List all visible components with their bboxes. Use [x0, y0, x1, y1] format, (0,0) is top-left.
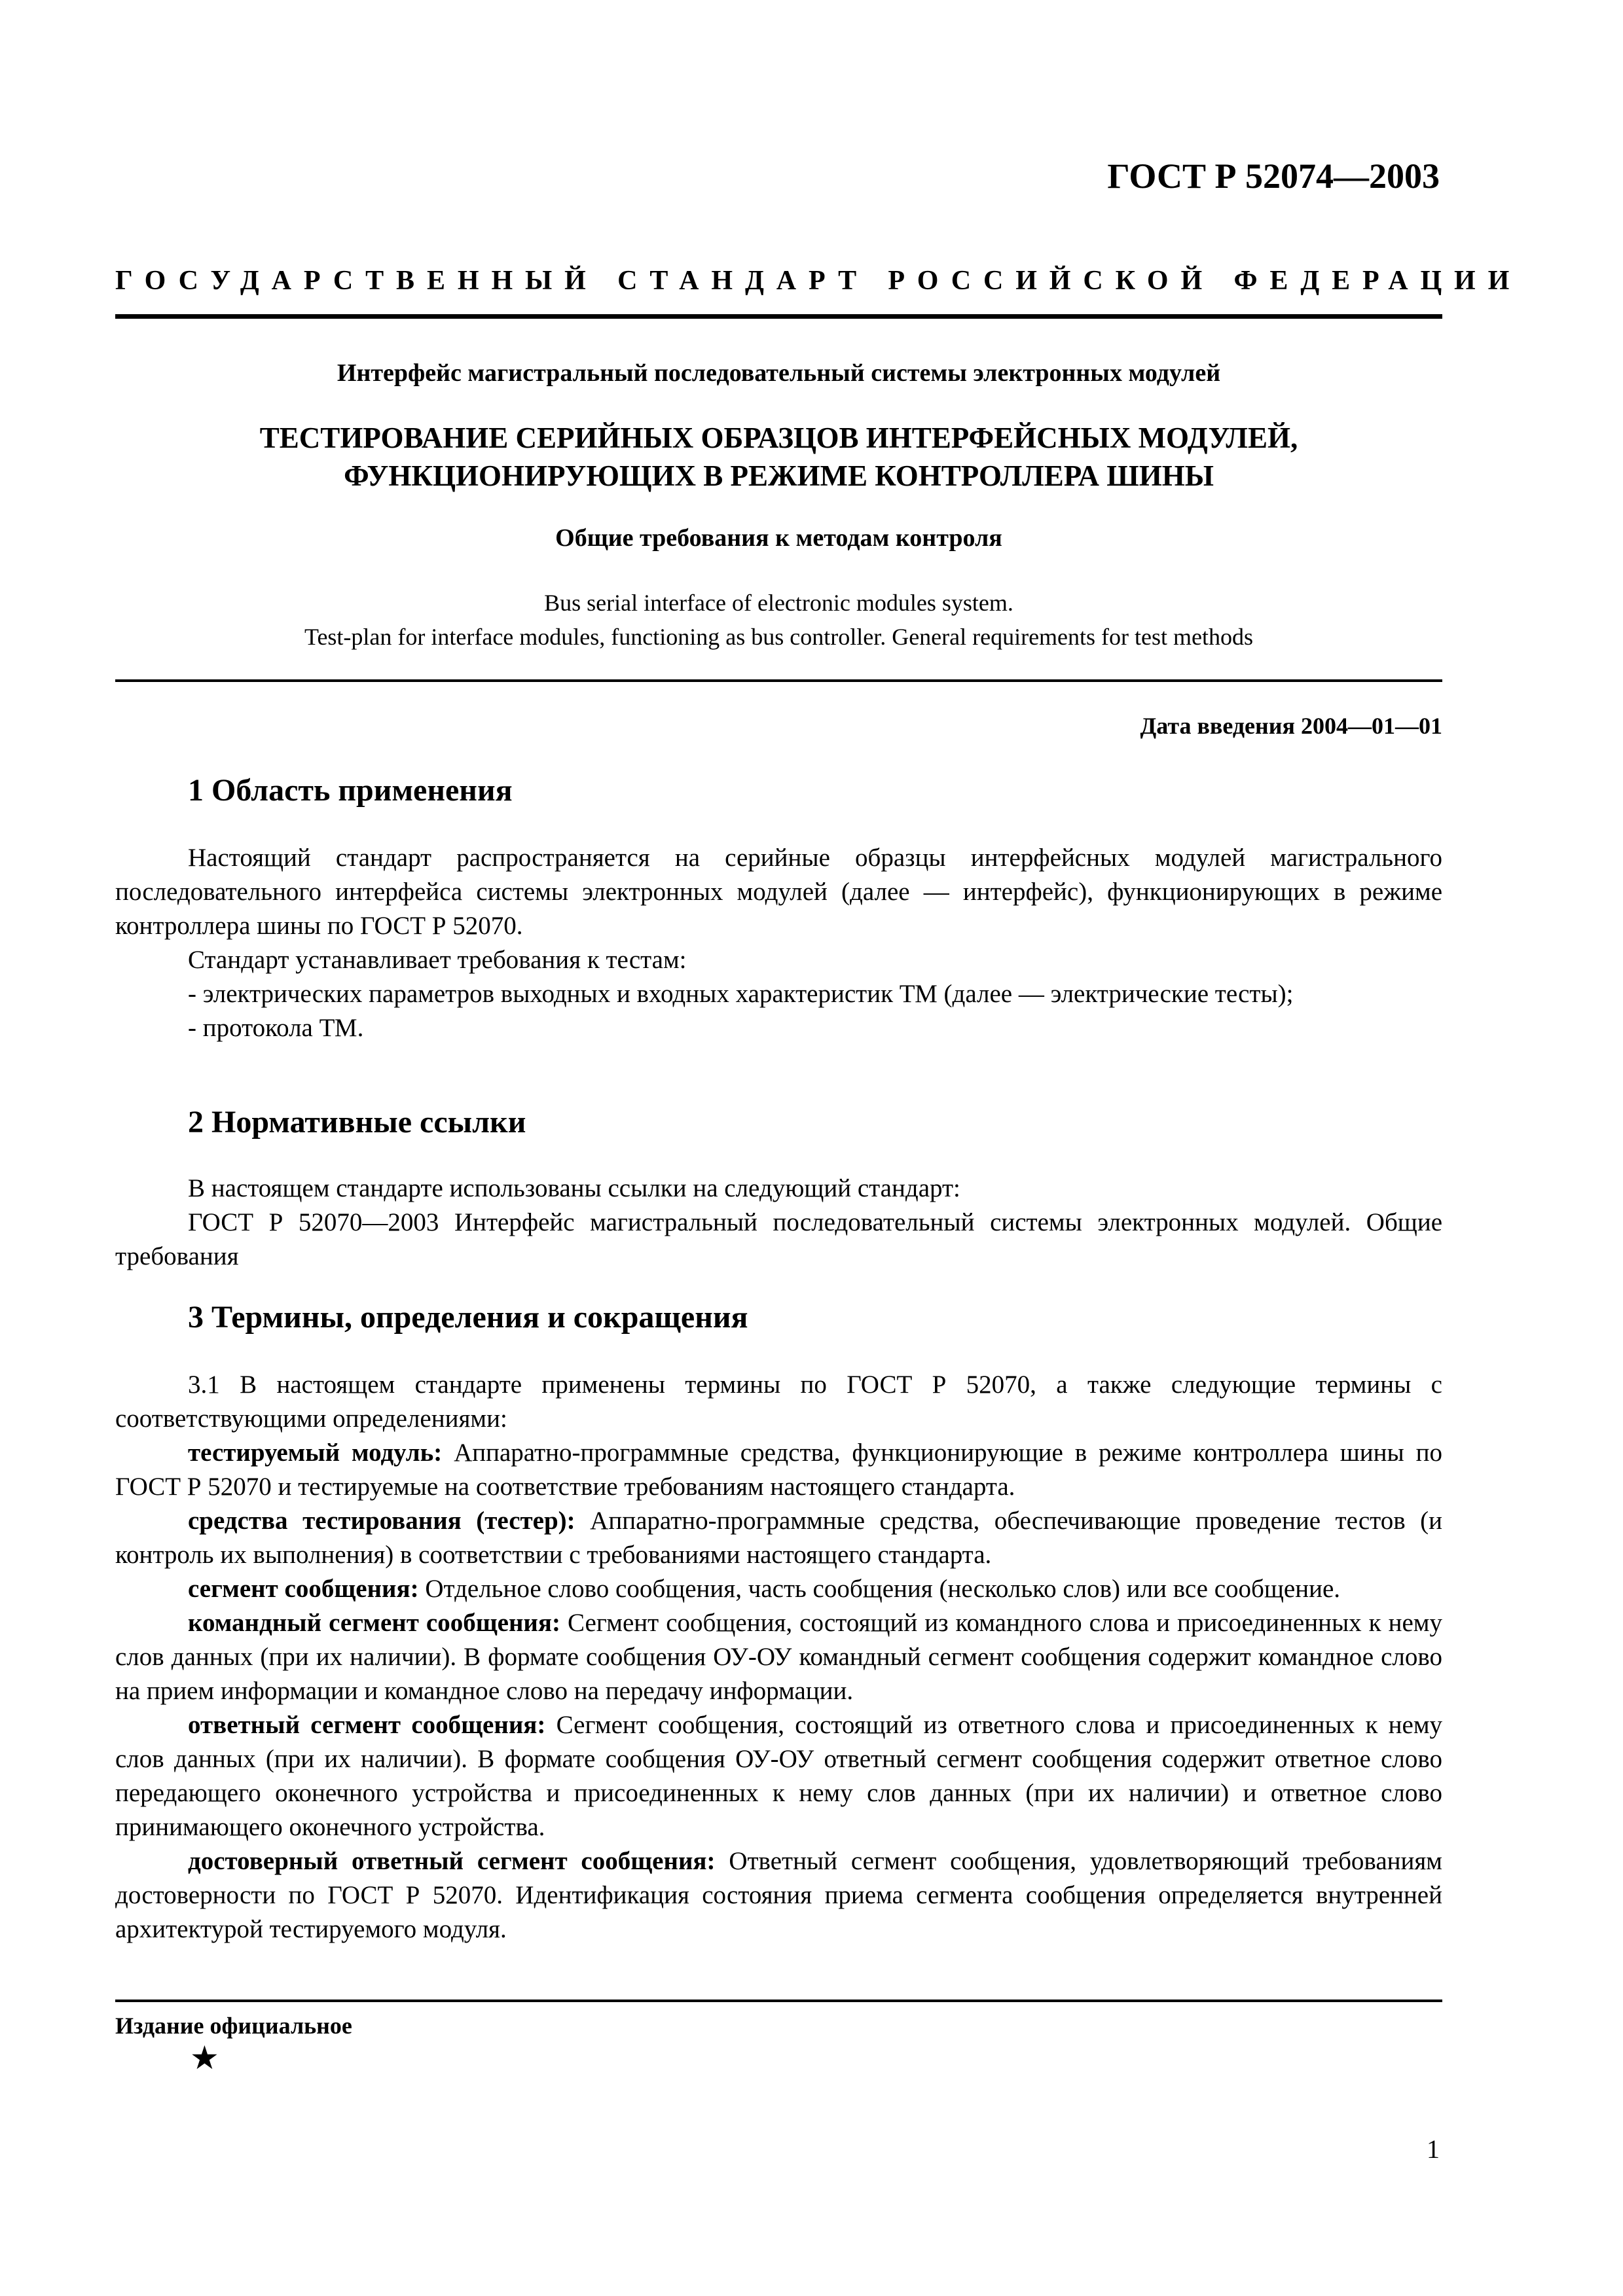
english-title: [115, 586, 1442, 654]
term: ответный сегмент сообщения:: [188, 1711, 546, 1739]
paragraph: 3.1 В настоящем стандарте применены термины по ГОСТ Р 52070, а также следующие термины с соответствующими определениями:: [115, 1371, 1442, 1433]
definition: Сегмент сообщения, состоящий из ответного слова и присоединенных к нему слов данных (при их наличии). В формате сообщения ОУ-ОУ ответный сегмент сообщения содержит ответное слово передающего оконечного устройства и присоединенных к нему слов данных (при их наличии) и ответное слово принимающего оконечного устройства.: [115, 1711, 1442, 1841]
intro-date: Дата введения 2004—01—01: [1140, 713, 1442, 739]
term-definition: [115, 1504, 1442, 1572]
doc-code: ГОСТ Р 52074—2003: [1107, 156, 1440, 196]
section-3-body: [115, 1368, 1442, 1946]
list-item: - электрических параметров выходных и входных характеристик ТМ (далее — электрические тесты);: [188, 980, 1294, 1008]
section-3-heading: 3 Термины, определения и сокращения: [188, 1300, 748, 1335]
term: средства тестирования (тестер):: [188, 1507, 575, 1535]
section-2-heading: 2 Нормативные ссылки: [188, 1105, 526, 1139]
definition: Сегмент сообщения, состоящий из командного слова и присоединенных к нему слов данных (при их наличии). В формате сообщения ОУ-ОУ командный сегмент сообщения содержит командное слово на прием информации и командное слово на передачу информации.: [115, 1609, 1442, 1705]
definition: Отдельное слово сообщения, часть сообщения (несколько слов) или все сообщение.: [425, 1575, 1341, 1603]
paragraph: Настоящий стандарт распространяется на серийные образцы интерфейсных модулей магистрального последовательного интерфейса системы электронных модулей (далее — интерфейс), функционирующих в режиме контроллера шины по ГОСТ Р 52070.: [115, 844, 1442, 940]
section-2-body: [115, 1172, 1442, 1274]
english-title-line-1: Bus serial interface of electronic modules system.: [544, 590, 1013, 616]
definition: Аппаратно-программные средства, обеспечивающие проведение тестов (и контроль их выполнения) в соответствии с требованиями настоящего стандарта.: [115, 1507, 1442, 1569]
main-title: [115, 419, 1442, 495]
pre-title: Интерфейс магистральный последовательный системы электронных модулей: [337, 359, 1221, 387]
term: сегмент сообщения:: [188, 1575, 419, 1603]
term: тестируемый модуль:: [188, 1439, 443, 1467]
term-definition: [115, 1572, 1442, 1606]
term-definition: [115, 1436, 1442, 1504]
star-icon: ★: [190, 2039, 219, 2076]
definition: Ответный сегмент сообщения, удовлетворяющий требованиям достоверности по ГОСТ Р 52070. Идентификация состояния приема сегмента сообщения определяется внутренней архитектурой тестируемого модуля.: [115, 1847, 1442, 1943]
footer-rule: [115, 2000, 1442, 2002]
title-rule: [115, 679, 1442, 682]
paragraph: Стандарт устанавливает требования к тестам:: [188, 946, 687, 974]
term: командный сегмент сообщения:: [188, 1609, 560, 1637]
english-title-line-2: Test-plan for interface modules, functioning as bus controller. General requirements for test methods: [304, 624, 1254, 650]
section-1-heading: 1 Область применения: [188, 773, 513, 808]
list-item: - протокола ТМ.: [188, 1014, 364, 1042]
main-title-line-2: ФУНКЦИОНИРУЮЩИХ В РЕЖИМЕ КОНТРОЛЛЕРА ШИНЫ: [344, 459, 1214, 492]
reference-item: ГОСТ Р 52070—2003 Интерфейс магистральный последовательный системы электронных модулей. Общие требования: [115, 1208, 1442, 1270]
term: достоверный ответный сегмент сообщения:: [188, 1847, 716, 1875]
sub-title: Общие требования к методам контроля: [555, 524, 1002, 552]
header-rule: [115, 314, 1442, 319]
section-1-body: [115, 841, 1442, 1045]
definition: Аппаратно-программные средства, функционирующие в режиме контроллера шины по ГОСТ Р 52070 и тестируемые на соответствие требованиям настоящего стандарта.: [115, 1439, 1442, 1501]
page-number: 1: [1427, 2134, 1440, 2164]
term-definition: [115, 1844, 1442, 1946]
edition-label: Издание официальное: [115, 2013, 352, 2039]
term-definition: [115, 1708, 1442, 1844]
main-title-line-1: ТЕСТИРОВАНИЕ СЕРИЙНЫХ ОБРАЗЦОВ ИНТЕРФЕЙСНЫХ МОДУЛЕЙ,: [259, 422, 1298, 454]
paragraph: В настоящем стандарте использованы ссылки на следующий стандарт:: [188, 1174, 960, 1202]
term-definition: [115, 1606, 1442, 1708]
state-standard-banner: ГОСУДАРСТВЕННЫЙ СТАНДАРТ РОССИЙСКОЙ ФЕДЕРАЦИИ: [115, 266, 1522, 296]
